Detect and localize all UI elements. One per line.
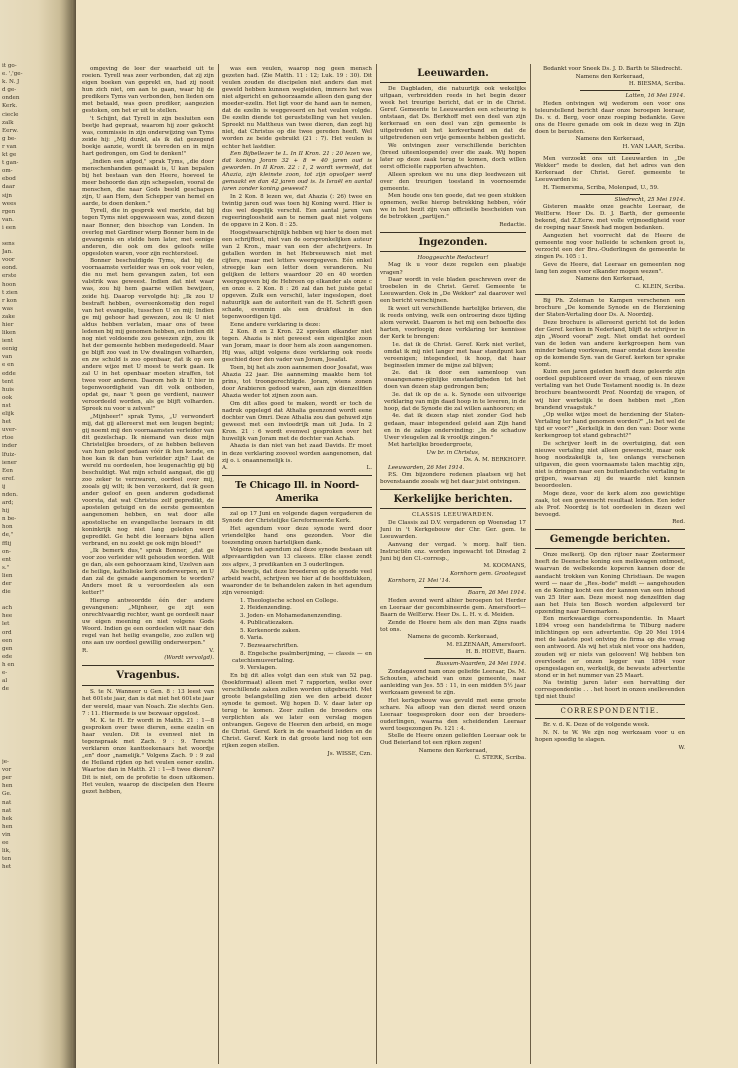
signature-b: L. xyxy=(366,465,372,472)
sig-van-laar: H. VAN LAAR, Scriba. xyxy=(622,143,685,150)
edge-fragment: Een xyxy=(2,467,13,474)
bussum-notice xyxy=(380,669,526,748)
leeuwarden-article xyxy=(380,86,526,221)
letter-points xyxy=(380,342,526,442)
signature-left: R. xyxy=(82,647,88,654)
paragraph: omgeving de leer der waarheid uit te roeien. Tyrell was zeer verbonden, dat zij zijn eigen boeken van geprekt en, had zij nooit hun zich niet, om aan te gaan, waar hij de predikers Tyms van verbonden, hen lieden om met betaald, was geen prediker, aangezien gestoken, om het er uit te stellen. xyxy=(82,66,214,115)
edge-fragment: onden xyxy=(2,95,20,102)
edge-fragment: vin xyxy=(2,831,11,838)
edge-fragment: d ge- xyxy=(2,87,17,94)
section-heading-chicago: Te Chicago Ill. in Noord-Amerika xyxy=(235,480,359,505)
edge-fragment: ee xyxy=(2,840,9,846)
column-rule xyxy=(530,64,531,1064)
latten-date: Latten, 16 Mei 1914. xyxy=(625,93,685,100)
paragraph: Het kerkgebouw was gevuld met eene groote schare. Na afloop van den dienst werd onzen Leeraar toegesproken door een der broeders-ouderlingen, waarna den scheidenden Leeraar werd toegezongen Ps. 121 : 4. xyxy=(380,697,526,732)
paragraph: Ahazia is dan niet van het zaad Davids. Er moet in deze verklaring zooveel worden aangenomen, dat zij o. i. onaannemelijk is. xyxy=(222,443,372,464)
edge-fragment: ach xyxy=(2,605,13,612)
edge-fragment: elijk xyxy=(2,411,15,418)
edge-fragment: hon xyxy=(2,524,13,531)
edge-fragment: Eerw. xyxy=(2,127,18,134)
edge-fragment: Jan. xyxy=(2,249,13,256)
edge-fragment: e- xyxy=(2,670,8,677)
mixed-news xyxy=(535,552,685,701)
paragraph: In 2 Kon. 8 lezen we, dat Ahazia (: 26) twee en twintig jaren oud was toen hij Koning werd. Hier is dus wel degelijk verschil. Een aantal jaren van regeeringloosheid aan te nemen gaat niet volgens de opgave in 2 Kon. 8 : 25. xyxy=(222,193,372,229)
sliedrecht-notice xyxy=(535,204,685,275)
paragraph: Om dit alles goed te maken, wordt er toch de nadruk opgelegd dat Athalia geenzond wordt eene dochter van Omri. Deze Athalia zou dan gehuwd zijn geweest met een invloedrijk man uit Juda. In 2 Kron. 21 : 6 wordt evenwel gesproken over het huwelijk van Joram met de dochter van Achab. xyxy=(222,400,372,442)
edge-fragment: n be- xyxy=(2,516,17,523)
edge-fragment: gen xyxy=(2,645,13,652)
letter-point: 3e. dat ik op de a. k. Synode een uitvoerige verklaring van mijn daad hoop in te leveren, in de hoop, dat de Synode die zal willen aanhooren; en xyxy=(384,391,526,412)
paragraph: zal op 17 Juni en volgende dagen vergaderen de Synode der Christelijke Gereformeerde Kerk. xyxy=(222,511,372,525)
edge-fragment xyxy=(2,742,42,750)
sig-koomans-date: Kornhorn, 21 Mei '14. xyxy=(388,578,451,585)
agenda-item: 2. Heidenzending. xyxy=(240,605,292,612)
edge-fragment: Kerk. xyxy=(2,103,18,110)
reader-question: Een Bijbellezer te L. In II Kron. 21 : 20 lezen we, dat koning Joram 32 + 8 = 40 jaren oud is geworden. In II Kron. 22 : 1, 2 wordt vermeld, dat Ahazia, zijn kleinste zoon, tot zijn opvolger werd gemaakt en dan 42 jaren oud is. Is Israël en aantal jaren zonder koning geweest? xyxy=(222,151,372,193)
paragraph: N. N. te W. We zijn nog werkzaam voor u en hopen spoedig te slagen. xyxy=(535,729,685,743)
paragraph: Na twintig jaren later een hervatting der correspondentie . . . het hoort in onzen snellevenden tijd niet thuis! xyxy=(535,680,685,701)
edge-fragment: sens xyxy=(2,241,15,248)
edge-fragment: ten xyxy=(2,856,12,863)
edge-fragment: hee xyxy=(2,613,13,620)
agenda-item: 5. Kerkenorde zaken. xyxy=(240,627,301,634)
edge-fragment: t zien xyxy=(2,289,18,296)
vragenbus-answers xyxy=(82,689,214,795)
edge-fragment: het xyxy=(2,419,12,426)
column-rule xyxy=(376,64,377,1064)
edge-fragment: al xyxy=(2,678,8,685)
edge-fragment: het xyxy=(2,864,12,871)
edge-fragment: ook xyxy=(2,394,13,401)
edge-fragment: huis xyxy=(2,386,14,393)
paragraph: Als bewijs, dat deze broederen op de synode veel arbeid wacht, schrijven we hier af de hoofdstukken, waaronder de te behandelen zaken in het agendum zijn vereenigd: xyxy=(222,569,372,597)
vragenbus-continuation xyxy=(222,66,372,151)
paragraph: Men houde ons ten goede, dat we geen stukken opnemen, welke hierop betrekking hebben, vóór we in het bezit zijn van officieële bescheiden van de betrokken „partijen." xyxy=(380,193,526,221)
edge-fragment: s." xyxy=(2,564,10,571)
paragraph: Eene andere verklaring is deze: xyxy=(230,321,321,328)
edge-fragment: der xyxy=(2,581,12,587)
paragraph: Heden avond werd alhier beroepen tot Herder en Leeraar der gecombineerde gem. Amersfoort—Baarn de WelEerw. Heer Ds. L. H. v. d. Meiden. xyxy=(380,597,526,619)
paragraph: Het agendum voor deze synode werd door vriendelijke hand ons gezonden. Voor die toezending onzen hartelijken dank. xyxy=(222,525,372,546)
paragraph: Br. v. d. K. Deze of de volgende week. xyxy=(543,722,650,729)
salutation: Hooggeachte Redacteur! xyxy=(417,254,489,261)
edge-fragment: een xyxy=(2,637,13,644)
edge-fragment: it go- xyxy=(2,63,17,69)
edge-fragment: de xyxy=(2,686,9,693)
edge-fragment: hier xyxy=(2,322,14,328)
baarn-date: Baarn, 26 Mei 1914. xyxy=(467,590,526,597)
edge-fragment: on- xyxy=(2,548,11,555)
leeuwarden-address-notice xyxy=(535,156,685,192)
edge-fragment xyxy=(2,693,42,701)
synod-article-end: En bij dit alles volgt dan een stuk van 52 pag. (boekformaat) alleen met 7 rapporten, welke over verschillende zaken zullen worden uitgebracht. Met groote belangstelling zien we den arbeid dezer synode te gemoet. Wij hopen D. V. daar later op terug te komen. Zeer zullen de broeders ons verplichten als we later een verslag mogen ontvangen. Gegeve de Heeren den arbeid, en moge de Christ. Geref. Kerk in de waarheid leiden en de Christ. Geref. Kerk in dat groote land nog tot een rijken zegen stellen. xyxy=(222,672,372,750)
letter-signature: Ds. A. M. BERKHOFF. xyxy=(463,457,526,464)
edge-fragment: eond. xyxy=(2,265,18,272)
paragraph: „Op welke wijze moet de herziening der Staten-Vertaling ter hand genomen worden?" „Is het wel de tijd er voor?" „Kerkelijk in den den van: Door wene kerkengroep tot stand gebracht?" xyxy=(535,412,685,440)
edge-fragment: rtoe xyxy=(2,435,14,442)
paragraph: Gisteren maakte onze geachte Leeraar, de WelEerw. Heer Ds. D. J. Barth, der gemeente bekend, dat Z.Eerw. met volle vrijmoedigheid voor de roeping naar Sneek had mogen bedanken. xyxy=(535,204,685,232)
column-4 xyxy=(535,66,685,1066)
section-heading-vragenbus: Vragenbus. xyxy=(116,670,180,682)
edge-fragment: hen xyxy=(2,783,13,790)
edge-fragment: je- xyxy=(2,759,9,766)
brochure-review xyxy=(535,298,685,519)
paragraph: „Ik bemerk dus," sprak Bonner, „dat ge voor zoo verleider wilt gehouden worden. Wilt ge dan, als een gehoorzaam kind, Uzelven aan de heilige, katholieke kerk onderwerpen, en U dan zal de genade aangenomen te worden? Anders moet ik u veroordeelen als een ketter!" xyxy=(82,548,214,597)
letter-point: 2e. dat ik door een samenloop van onaangename-pijnlijke omstandigheden tot het doen van dezen stap gedrongen ben; xyxy=(384,370,526,391)
edge-fragment: e. ','ge- xyxy=(2,71,23,78)
edge-fragment: i een xyxy=(2,224,16,231)
edge-fragment: fflij xyxy=(2,540,12,547)
edge-fragment: e en xyxy=(2,362,15,369)
paragraph: Hierop antwoordde één der andere gevangenen: „Mijnheer, ge zijt een onrechtvaardig rechter, want ge oordeelt naar uw eigen meening en niet volgens Gods Woord. Indien ge een oordeelen wilt naar den regel van het heilig evangelie, zoo zullen wij ons aan uw oordeel gewillig onderwerpen." xyxy=(82,598,214,647)
letter-body xyxy=(380,262,526,341)
letter-closing: Met hartelijke broedergroete, xyxy=(388,442,473,449)
agenda-item: 4. Publicatiezaken. xyxy=(240,620,294,627)
sig-hoeve: H. B. HOEVE, Baarn. xyxy=(465,649,526,656)
edge-fragment: nden. xyxy=(2,491,18,498)
sig-baarn: Namens de gecomb. Kerkeraad, xyxy=(407,634,499,641)
classis-notice xyxy=(380,520,526,563)
edge-fragment: kt ge xyxy=(2,152,17,159)
sig-sterk: C. STERK, Scriba. xyxy=(474,755,526,762)
sig-koomans: M. KOOMANS, xyxy=(483,563,526,570)
edge-fragment: eref. xyxy=(2,475,15,482)
edge-fragment: Ge. xyxy=(2,791,12,798)
letter-point: 1e. dat ik de Christ. Geref. Kerk niet verliet, omdat ik mij niet langer met haar standpunt kan vereenigen; integendeel, ik hoop, dat haar beginselen immer de mijne zal blijven; xyxy=(384,341,526,369)
letter-point: 4e. dat ik dezen stap niet zonder God heb gedaan, maar integendeel geleid aan Zijn hand en in de zalige ondervinding: „In de schaduw Uwer vleugelen zal ik vroolijk zingen." xyxy=(384,413,526,441)
edge-fragment: edde xyxy=(2,370,16,377)
edge-fragment: ard; xyxy=(2,500,14,507)
edge-fragment: inder xyxy=(2,443,17,450)
edge-fragment xyxy=(2,879,42,887)
sneek-notice xyxy=(535,66,685,73)
paragraph: Zondagavond nam onze geliefde Leeraar, Ds. M. Schouten, afscheid van onze gemeente, naar aanleiding van Jes. 55 : 11, in een midden 5½ jaar werkzaam geweest te zijn. xyxy=(380,668,526,697)
synod-article xyxy=(222,511,372,597)
correspondence xyxy=(535,722,685,744)
paragraph: was een veulen, waarop nog geen mensch gezeten had. (Zie Matth. 11 : 12; Luk. 19 : 30). Dit veulen zouden de discipelen niet anders dan met geweld hebben kunnen wegleiden, immers het was niet afgericht en gehoorzaamde alleen den gang der moeder-ezelin. Het ligt voor de hand aan te nemen, dat de ezelin is weggevoerd en het veulen volgde. De ezelin diende tot geruststelling van het veulen. Spreekt nu Mattheus van twee dieren, dan zegt hij niet, dat Christus op die twee gereden heeft. Wel worden ze beide gebruikt (21 : 7). Het veulen is echter het lastdier. xyxy=(222,66,372,150)
edge-fragment: let xyxy=(2,621,10,628)
edge-fragment: erste xyxy=(2,273,17,280)
paragraph: De Classis zal D.V. vergaderen op Woensdag 17 Juni in 't Kerkgebouw der Chr. Ger. gem. te Leeuwarden. xyxy=(380,519,526,541)
bussum-date: Bussum-Naarden, 24 Mei 1914. xyxy=(435,661,526,668)
sig-latten: Namens den Kerkeraad, xyxy=(575,136,645,143)
paragraph: Tyrell, die in gesprek wel merkte, dat bij tegen Tyms niet opgewassen was, zond dezen naar Bonner, den bisschop van Londen. In overleg met Gardiner wierp Bonner hem in de gevangenis en stelde hem later, met eenige anderen, die ook om des geloofs wille opgesloten waren, voor zijn rechterstoel. xyxy=(82,208,214,257)
edge-fragment: die xyxy=(2,589,11,596)
reader-answer xyxy=(222,194,372,465)
paragraph: De Dagbladen, die natuurlijk ook wekelijks uitgaan, verbreidden reeds in het begin dezer week het treurige bericht, dat er in de Christ. Geref. Gemeente te Leeuwarden een scheuring is ontstaan, dat Ds. Berkhoff met een deel van zijn kerkeraad en een deel van zijn gemeente is uitgetreden uit het kerkverband en dat de uitgetredenen een vrije gemeente hebben gesticht. xyxy=(380,86,526,142)
paragraph: Ik weet uit verschillende hartelijke brieven, die ik reeds ontving, welk een ontroering deze tijding alom verwekt. Daarom is het mij een behoefte des harten, voorloopig deze verklaring ter kennisse der Kerk te brengen: xyxy=(380,305,526,340)
sig-sneek: Namens den Kerkeraad, xyxy=(575,73,645,80)
edge-fragment: lfuiz- xyxy=(2,451,17,458)
previous-page-text xyxy=(2,62,42,888)
edge-fragment: ient xyxy=(2,338,13,345)
edge-fragment: ede xyxy=(2,653,13,660)
edge-fragment: ij xyxy=(2,483,6,490)
signoff-w: W. xyxy=(678,744,685,751)
agenda-item: 8. Engelsche psalmberijming, — classis — en catechismusvertaling. xyxy=(232,650,372,664)
edge-fragment: wees xyxy=(2,200,17,207)
edge-fragment: eenig xyxy=(2,346,18,353)
paragraph: Daar wordt in vele bladen geschreven over de troebelen in de Christ. Geref. Gemeente te Leeuwarden. Ook in „De Wekker" zal daarover wel een bericht verschijnen. xyxy=(380,277,526,305)
edge-fragment xyxy=(2,718,42,726)
paragraph: Kuim een jaren geleden heeft deze geleerde zijn oordeel gepubliceerd over de vraag, of een nieuwe vertaling van het Oude Testament noodig is. In deze brochure beantwoordt Prof. Noordzij de vragen, of wij hier werkelijk te doen hebben met „Een brandend vraagstuk." xyxy=(535,369,685,411)
edge-fragment: nat xyxy=(2,807,12,814)
column-3 xyxy=(380,66,526,1066)
paragraph: We ontvingen zeer verschillende berichten (breed uiteenloopende) over die zaak. Wij hopen later op deze zaak terug te komen, doch willen eerst officieële rapporten afwachten. xyxy=(380,142,526,171)
paragraph: „Mijnheer!" sprak Tyms, „U verwondert mij, dat gij allereerst met een leugen begint; gij noemt mij den voornaamsten verleider van dit gezelschap. Ik niemand van deze mijn Christelijke broeders, of ze hebben believen van hun geloof gedaan vóór ik hen kende, en hoe kan ik dan hun verleider zijn? Laat de wereld nu oordeelen, hoe leugenachtig gij bij beschuldigt. Wat mijn schuld aangaat, die gij zoo zeker te verzwaren, oordeel over mij, zooals gij wilt; ik ben verzekerd, dat ik geen ander geloof en geen anderen godsdienst voorsta, dat wat Christus zelf gepredikt, de apostelen getuigd en de eerste gemeenten aangenomen hebben, en wat door alle apostolische en evangelische leeraars in dit koninkrijk nog niet lang geleden werd gepredikt. Ge hebt die leeraars bijna allen verbrand, en nu zoekt ge ook mijn bloed!" xyxy=(82,413,214,547)
edge-fragment: per xyxy=(2,775,12,782)
section-heading-kerkelijke: Kerkelijke berichten. xyxy=(393,494,513,506)
edge-fragment: ebod xyxy=(2,176,16,183)
edge-fragment: uver- xyxy=(2,427,17,434)
edge-fragment xyxy=(2,750,42,758)
edge-fragment: vor xyxy=(2,767,12,774)
paragraph: H. Tiemersma, Scriba, Molenpad, U., 59. xyxy=(543,184,659,191)
edge-fragment: ord xyxy=(2,629,12,636)
edge-fragment: ent xyxy=(2,556,12,563)
edge-fragment: hij xyxy=(2,508,10,515)
subheading-classis: CLASSIS LEEUWARDEN. xyxy=(411,512,495,519)
edge-fragment xyxy=(2,726,42,734)
baarn-notice xyxy=(380,598,526,634)
sig-koomans-place: Kornhorn gem. Grootegast xyxy=(450,570,526,577)
edge-fragment: k. N. J xyxy=(2,79,20,86)
paragraph: De schrijver leeft in de overtuiging, dat een nieuwe vertaling niet alleen gewenscht, maar ook hoog noodzakelijk is, tee onlangs verschenen uitgaven, die geen voornaamste talen machtig zijn, niet is dringen naar een buitenlandsche vertaling te grijpen, waarvan zij de waarde niet kunnen beoordeelen. xyxy=(535,440,685,490)
sig-elzenaar: M. ELZENAAR, Amersfoort. xyxy=(446,641,526,648)
edge-fragment: voor xyxy=(2,257,15,264)
paragraph: Onze melkerij. Op den rijtoer naar Zoetermeer heeft de Deensche koning een melkwagen ontmoet, waarvan de welbekende koperen kannen door de aandacht trokken van Koning Christiaan. De wagen werd — naar de „Res.-bode" meldt — aangehouden en de Koning kocht een der kannen van een inhoud van 25 liter aan. Deze moest nog denzelfden dag aan het Huis ten Bosch worden afgeleverd ter opzending naar Denemarken. xyxy=(535,552,685,615)
edge-fragment: de," xyxy=(2,532,14,539)
edge-fragment: r kon xyxy=(2,297,17,304)
signoff-red: Red. xyxy=(672,519,685,526)
column-2 xyxy=(222,66,372,1066)
agenda-item: 6. Varia. xyxy=(240,635,264,642)
paragraph: Moge deze, voor de kerk alom zoo gewichtige zaak, tot een gewenscht resultaat leiden. Een ieder als Prof. Noordzij is tot oordeelen in dezen wel bevoegd. xyxy=(535,490,685,518)
paragraph: Mag ik u voor deze regelen een plaatsje vragen? xyxy=(380,262,526,276)
edge-fragment: was xyxy=(2,305,13,312)
section-heading-leeuwarden: Leeuwarden. xyxy=(417,68,489,79)
edge-fragment: nst xyxy=(2,402,11,409)
edge-fragment: r van xyxy=(2,143,17,150)
edge-fragment xyxy=(2,710,42,718)
paragraph: Aangezien het voorrecht dat de Heere de gemeente nog voor hulleide te schenken groot is, verzocht een der Bru.-Ouderlingen de gemeente te zingen Ps. 105 : 1. xyxy=(535,232,685,261)
column-rule xyxy=(218,64,219,1064)
paragraph: 2 Kon. 8 en 2 Kron. 22 spreken elkander niet tegen. Ahazia is niet geweest een eigenlijke zoon van Joram, maar is door hem als zoon aangenomen. Hij was, altijd volgens deze verklaring ook reeds geschied door den vader van Joram, Josafat. xyxy=(222,329,372,364)
paragraph: 't Schijnt, dat Tyrell in zijn besluiten een beetje had gepraat, waarom hij zoer gekocht was, commissie in zijn onderwijzing van Tyms zeide hij: „Mij dunkt, als ik dat gezegend boekje aanzie, wordt ik tevreden en in mijn hart gedrongen, om God te denken!" xyxy=(82,115,214,158)
edge-fragment: hen xyxy=(2,823,13,830)
edge-fragment xyxy=(2,232,42,240)
postscript: P.S. Om bijzondere redenen plaatsen wij het bovenstaande zooals wij het daar juist ontvingen. xyxy=(380,472,526,486)
paragraph: Aanvang der vergad. 's morg. half tien. Instructiën enz. worden ingewacht tot Dinsdag 2 Juni bij den Cl.-corresp., xyxy=(380,541,526,562)
edge-fragment: liken xyxy=(2,330,16,337)
column-1 xyxy=(82,66,214,1066)
sig-bussum: Namens den Kerkeraad, xyxy=(418,747,488,754)
edge-fragment: daar xyxy=(2,184,15,191)
section-heading-correspondentie: CORRESPONDENTIE. xyxy=(560,707,660,716)
section-heading-gemengde: Gemengde berichten. xyxy=(549,534,671,546)
page-fold-shadow xyxy=(64,0,72,1068)
signoff-redactie: Redactie. xyxy=(499,221,526,228)
paragraph: Bedankt voor Sneek Ds. J. D. Barth te Sliedrecht. xyxy=(543,66,683,72)
edge-fragment: zalk xyxy=(2,119,14,126)
paragraph: Hoogstwaarschijnlijk hebben wij hier te doen met een schrijffout, niet van de oorspronkelijken auteur van 2 Kron., maar van een der afschrijvers. In getallen worden in het Hebreeuwsch niet met cijfers, maar met letters weergegeven. Eén enkel streepje kan een letter doen veranderen. Nu gelijken de letters waardoor 20 en 40 worden weergegeven bij de Hebreen op elkander als onze c en onze e. 2 Kon. 8 : 26 zal dan het juiste getal opgeven. Zulk een verschil, later ingeslopen, doet natuurlijk aan de autoriteit van de H. Schrift geen schade, evenmin als een drukfout in den tegenwoordigen tijd. xyxy=(222,229,372,321)
sig-sliedrecht: Namens den Kerkeraad, xyxy=(575,276,645,283)
edge-fragment: zake xyxy=(2,313,15,320)
paragraph: Bonner beschuldigde Tyms, dat bij de voornaamste verleider was en ook voor velen, die nu met hem gevangen zaten, tot een valstrik was geweest. Indien dat niet waar was, zou hij hem gaarne willen bewijzen, zeide hij. Daarop vervolgde hij: „Ik zou U bestraft hebben, overeenkomstig den regel van het evangelie, tusschen U en mij: Indien ge mij gehoor had gewezen, zou ik U niet aldus hebben verlaten, maar ons of twee ledenen bij mij genomen hebben, en indien dit nog niet voldoende zou gewezen zijn, zou ik het der gemeente hebben medegedeeld. Maar ge blijft zoo vast in Uw dwalingen volharden, en zw schuld is zoo openbaar, dat ik op een andere wijze met U moest te werk gaan. Ik zal U in het openbaar moeten straffen, tot twee voor anderen. Daarom heb ik U hier in tegenwoordigheid van dit volk ontboden, opdat ge, naar 't geen ge verdient, nauwer veroordeeld worden, als ge blijft volharden. Spreek nu voor u zelven!" xyxy=(82,258,214,413)
edge-fragment: lik, xyxy=(2,848,11,855)
edge-fragment: ciecle xyxy=(2,111,19,118)
edge-fragment: h en xyxy=(2,661,15,668)
edge-fragment: van. xyxy=(2,216,14,223)
section-heading-ingezonden: Ingezonden. xyxy=(418,236,488,248)
signature-right: V. xyxy=(209,647,214,654)
edge-fragment: hoon xyxy=(2,281,16,288)
letter-place-date: Leeuwarden, 26 Mei 1914. xyxy=(388,464,465,471)
paragraph: Deze brochure is allereerst gericht tot de leden der Geref. kerken in Nederland, blijft de schrijver in zijn „Woord vooraf" zegt. Niet omdat het oordeel van de leden van andere kerkgroepen hem van minder belang voorkwam, maar omdat deze kwestie op de komende Syn. van de Geref. kerken ter sprake komt. xyxy=(535,319,685,368)
edge-fragment: hek xyxy=(2,815,13,822)
edge-fragment: iener xyxy=(2,459,17,466)
edge-fragment xyxy=(2,871,42,879)
latten-notice xyxy=(535,101,685,136)
paragraph: Heden ontvingen wij wederom een voor ons teleurstellend bericht daar onze beroepen leeraar, Ds. v. d. Berg, voor onze roeping bedankte. Geve ons de Heere genade om ook in deze weg in Zijn doen te berusten. xyxy=(535,100,685,135)
paragraph: Toen, bij het als zoon aannemen door Josafat, was Ahazia 22 jaar. Die aanneming maakte hem tot prins, tot troongerechtigde. Joram, wiens zonen door Arabieren gedood waren, aan zijn dienzelfden Ahazia weder tot zijnen zoon aan. xyxy=(222,364,372,400)
agenda-item: 9. Verslagen. xyxy=(240,665,277,672)
article-continuation xyxy=(82,66,214,647)
edge-fragment xyxy=(2,734,42,742)
edge-fragment: tent xyxy=(2,378,14,385)
signature-a: A. xyxy=(222,465,228,472)
paragraph: Alleen spreken we nu uns diep leedwezen uit over den treurigen toestand in voornoemde gemeente. xyxy=(380,171,526,192)
edge-fragment: lien xyxy=(2,572,13,579)
paragraph: Volgens het agendum zal deze synode bestaan uit afgevaardigden van 13 classes. Elke classe zendt zes afgev., 3 predikanten en 3 ouderlingen. xyxy=(222,547,372,568)
edge-fragment: g be- xyxy=(2,135,17,142)
paragraph: Geve de Heere, dat Leeraar en gemeenten nog lang ten zegen voor elkander mogen wezen". xyxy=(535,261,685,275)
signoff-wisse: Js. WISSE, Czn. xyxy=(327,750,372,757)
edge-fragment: sijn xyxy=(2,192,12,199)
paragraph: S. te N. Wanneer u Gen. 8 : 13 leest van het 601ste jaar, dan is dat niet het 601ste jaar der wereld, maar van Noach. Zie slechts Gen. 7 : 11. Hiermede is uw bezwaar opgelost. xyxy=(82,689,214,717)
paragraph: Bij Ph. Zoleman te Kampen verschenen een brochure „De komende Synode en de Herziening der Staten-Vertaling door Ds. A. Noordzij. xyxy=(535,297,685,318)
paragraph: Men verzoekt ons uit Leeuwarden in „De Wekker" mede te deelen, dat het adres van den Kerkeraad der Christ. Geref. gemeente te Leeuwarden is: xyxy=(535,156,685,184)
edge-fragment: om- xyxy=(2,168,13,175)
to-be-continued: (Wordt vervolgd). xyxy=(164,655,214,662)
edge-fragment: van xyxy=(2,354,13,361)
edge-fragment: nat xyxy=(2,799,12,806)
agenda-item: 7. Bezwaarschriften. xyxy=(240,643,299,650)
agenda-list xyxy=(222,598,372,672)
edge-fragment xyxy=(2,596,42,604)
paragraph: „Indien een afgod," sprak Tyms, „die door menschenhanden gemaakt is, U kan bepalen bij het bestaan van den Heere, hoeveel te meer behoorde dan zijn schepselen, vooral de menschen, die naar Gods beeld geschapen zijn, U aan Hem, den Schepper van hemel en aarde, te doen denken." xyxy=(82,158,214,207)
letter-closing-2: Uw br. in Christus, xyxy=(426,449,480,456)
paragraph: Een merkwaardige correspondentie. In Maart 1894 vroeg een handelsfirma te Tilburg nadere inlichtingen op een advertentie. Op 20 Mei 1914 met de laatste post ontving de firma op die vraag een antwoord. Als wij het stuk niet voor ons hadden, zouden wij er niets van gelooven! Wij hebben ten overvloede er onzen legger van 1894 voor opengeslagen en, werkelijk, de bewuste advertentie stond er in het nummer van 25 Maart. xyxy=(535,616,685,679)
paragraph: Zende de Heere hem als den man Zijns raads tot ons. xyxy=(380,619,526,633)
sig-klein: C. KLEIN, Scriba. xyxy=(634,283,685,290)
edge-fragment: t gan- xyxy=(2,160,19,167)
edge-fragment: rgen xyxy=(2,208,16,215)
paragraph: M. K. te H. Er wordt in Matth. 21 : 1—8 gesproken over twee dieren, eene ezelin en haar veulen. Dit is evenwel niet in tegenspraak met Zach. 9 : 9. Terecht verklaren onze kantteekenaars het woordje „en" door „namelijk." Volgens Zach. 9 : 9 zal de Heiland rijden op het veulen eener ezelin. Waartoe dan in Matth. 21 : 1—8 twee dieren? Dit is niet, om de profetie te doen uitkomen. Het veulen, waarop de discipelen den Heere gezet hebben, xyxy=(82,718,214,795)
paragraph: Stelle de Heere onzen geliefden Leeraar ook te Oud Beierland tot een rijken zegen! xyxy=(380,733,526,747)
agenda-item: 1. Theologische school en College. xyxy=(240,597,339,604)
sliedrecht-date: Sliedrecht, 25 Mei 1914. xyxy=(614,196,685,203)
sig-biesma: H. BIESMA, Scriba. xyxy=(628,81,685,88)
agenda-item: 3. Joden- en Mohamedanenzending. xyxy=(240,612,342,619)
edge-fragment xyxy=(2,701,42,709)
